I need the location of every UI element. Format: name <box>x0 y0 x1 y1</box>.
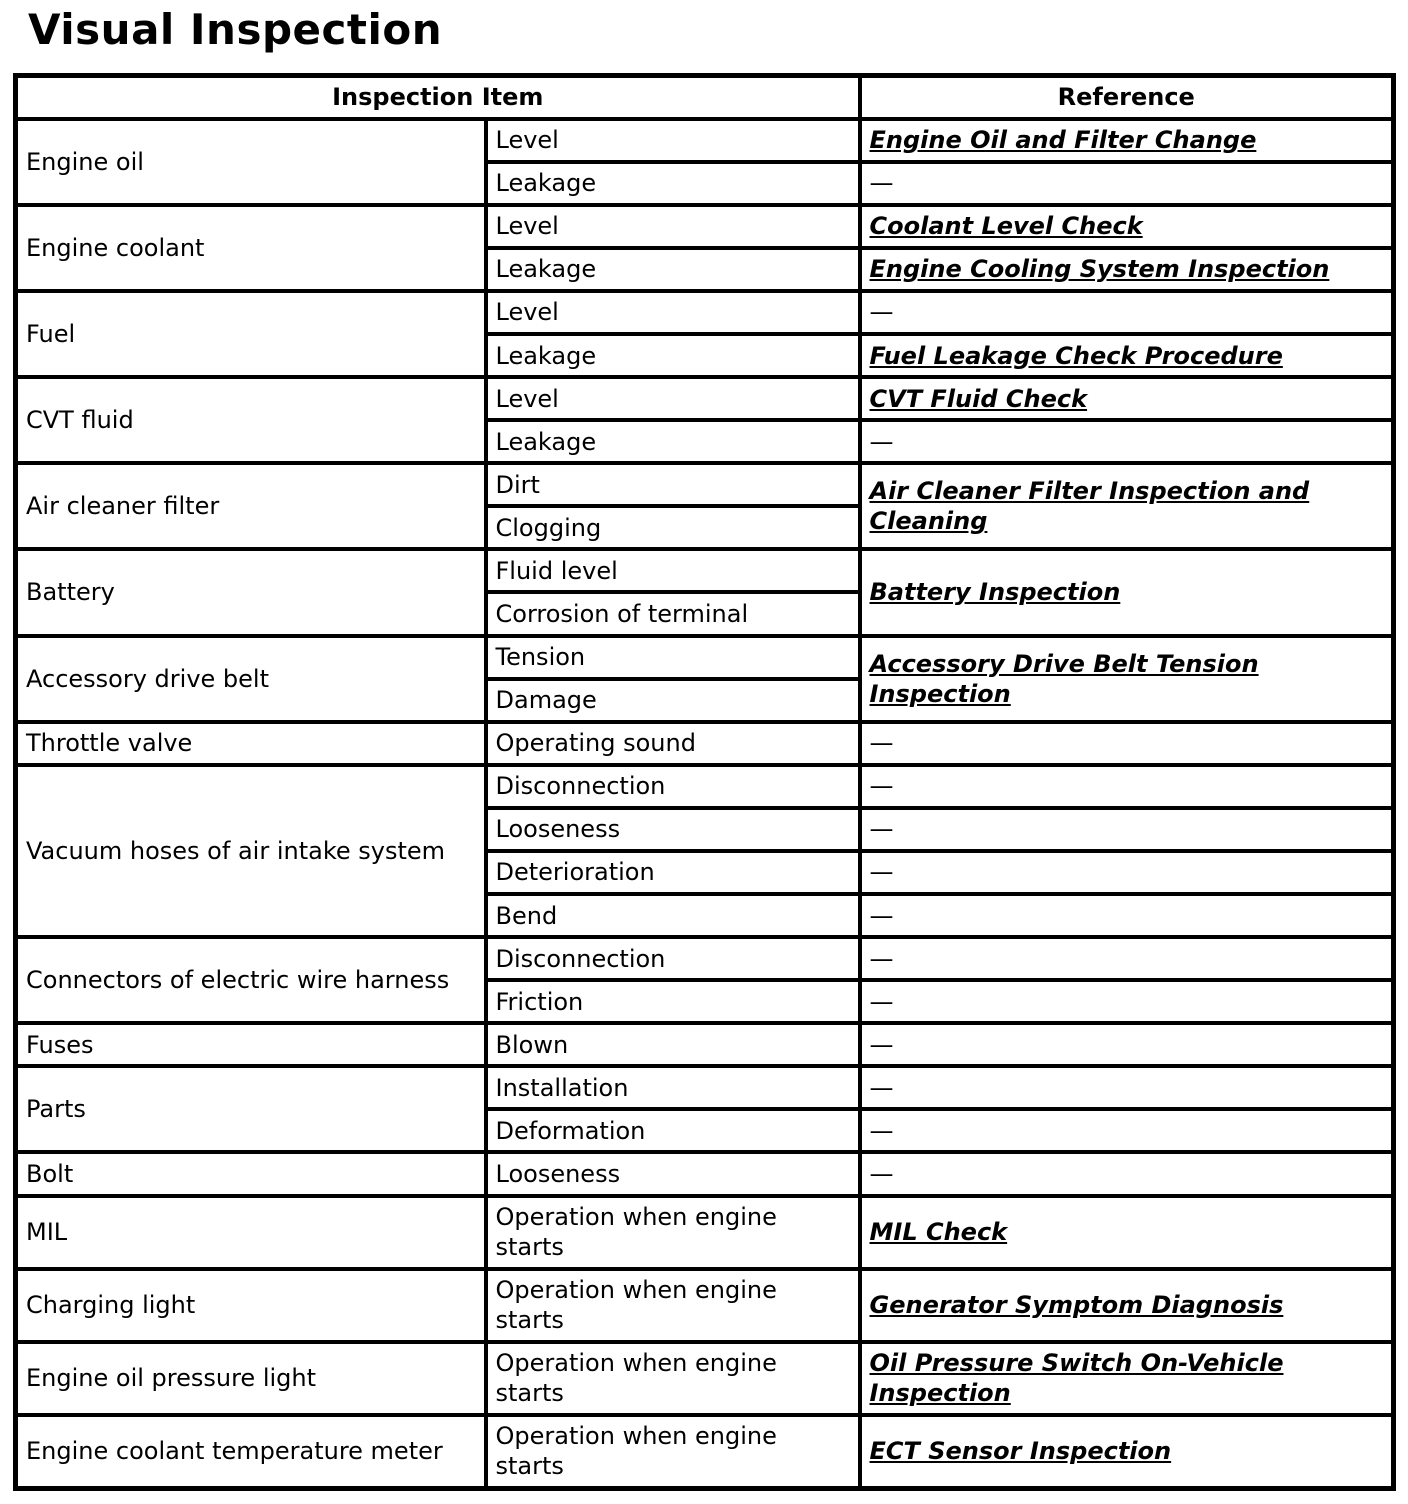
item-cell: Throttle valve <box>16 722 486 765</box>
table-row <box>16 463 1394 506</box>
reference-cell <box>860 1196 1394 1269</box>
table-row <box>16 937 1394 980</box>
item-cell: CVT fluid <box>16 377 486 463</box>
reference-cell <box>860 549 1394 635</box>
item-cell: Vacuum hoses of air intake system <box>16 765 486 937</box>
reference-link[interactable]: Air Cleaner Filter Inspection and Cleaning <box>869 477 1310 536</box>
reference-cell <box>860 248 1394 291</box>
reference-cell: — <box>860 980 1394 1023</box>
item-cell: Fuses <box>16 1023 486 1066</box>
reference-link[interactable]: Coolant Level Check <box>869 212 1143 241</box>
reference-cell: — <box>860 420 1394 463</box>
table-row <box>16 1196 1394 1269</box>
sub-item-cell: Level <box>486 377 860 420</box>
sub-item-cell: Leakage <box>486 162 860 205</box>
item-cell: Engine oil <box>16 119 486 205</box>
reference-cell: — <box>860 851 1394 894</box>
sub-item-cell: Level <box>486 291 860 334</box>
sub-item-cell: Clogging <box>486 506 860 549</box>
table-row <box>16 1152 1394 1195</box>
reference-cell <box>860 119 1394 162</box>
sub-item-cell: Level <box>486 205 860 248</box>
reference-cell <box>860 1269 1394 1342</box>
item-cell: Bolt <box>16 1152 486 1195</box>
inspection-table <box>13 73 1396 1491</box>
reference-link[interactable]: CVT Fluid Check <box>869 384 1088 413</box>
table-row <box>16 722 1394 765</box>
reference-cell: — <box>860 894 1394 937</box>
sub-item-cell: Dirt <box>486 463 860 506</box>
sub-item-cell: Leakage <box>486 420 860 463</box>
sub-item-cell: Deterioration <box>486 851 860 894</box>
reference-cell: — <box>860 1023 1394 1066</box>
reference-link[interactable]: Oil Pressure Switch On-Vehicle Inspection <box>869 1349 1284 1408</box>
reference-cell: — <box>860 1066 1394 1109</box>
item-cell: Connectors of electric wire harness <box>16 937 486 1023</box>
reference-cell <box>860 377 1394 420</box>
table-row <box>16 636 1394 679</box>
header-inspection-item: Inspection Item <box>16 76 860 119</box>
item-cell: Air cleaner filter <box>16 463 486 549</box>
sub-item-cell: Looseness <box>486 1152 860 1195</box>
sub-item-cell: Leakage <box>486 248 860 291</box>
table-row <box>16 1342 1394 1415</box>
reference-link[interactable]: Accessory Drive Belt Tension Inspection <box>869 649 1259 708</box>
sub-item-cell: Looseness <box>486 808 860 851</box>
table-row <box>16 291 1394 334</box>
table-row <box>16 119 1394 162</box>
item-cell: MIL <box>16 1196 486 1269</box>
sub-item-cell: Level <box>486 119 860 162</box>
sub-item-cell: Disconnection <box>486 937 860 980</box>
header-reference: Reference <box>860 76 1394 119</box>
reference-cell <box>860 1415 1394 1489</box>
reference-cell: — <box>860 722 1394 765</box>
sub-item-cell: Deformation <box>486 1109 860 1152</box>
sub-item-cell: Installation <box>486 1066 860 1109</box>
sub-item-cell: Damage <box>486 679 860 722</box>
reference-link[interactable]: Battery Inspection <box>869 578 1121 607</box>
sub-item-cell: Corrosion of terminal <box>486 592 860 635</box>
reference-link[interactable]: Fuel Leakage Check Procedure <box>869 341 1283 370</box>
item-cell: Engine coolant <box>16 205 486 291</box>
sub-item-cell: Disconnection <box>486 765 860 808</box>
reference-link[interactable]: Generator Symptom Diagnosis <box>869 1291 1284 1320</box>
table-row <box>16 549 1394 592</box>
reference-cell: — <box>860 291 1394 334</box>
sub-item-cell: Bend <box>486 894 860 937</box>
item-cell: Charging light <box>16 1269 486 1342</box>
sub-item-cell: Leakage <box>486 334 860 377</box>
item-cell: Engine coolant temperature meter <box>16 1415 486 1489</box>
item-cell: Battery <box>16 549 486 635</box>
sub-item-cell: Friction <box>486 980 860 1023</box>
reference-link[interactable]: ECT Sensor Inspection <box>869 1437 1172 1466</box>
table-header-row <box>16 76 1394 119</box>
reference-cell: — <box>860 937 1394 980</box>
reference-cell <box>860 1342 1394 1415</box>
sub-item-cell: Operation when engine starts <box>486 1269 860 1342</box>
table-row <box>16 205 1394 248</box>
table-row <box>16 1066 1394 1109</box>
reference-cell <box>860 334 1394 377</box>
item-cell: Accessory drive belt <box>16 636 486 722</box>
sub-item-cell: Fluid level <box>486 549 860 592</box>
item-cell: Parts <box>16 1066 486 1152</box>
table-row <box>16 377 1394 420</box>
reference-cell: — <box>860 808 1394 851</box>
reference-link[interactable]: Engine Oil and Filter Change <box>869 126 1257 155</box>
sub-item-cell: Operating sound <box>486 722 860 765</box>
reference-link[interactable]: Engine Cooling System Inspection <box>869 255 1330 284</box>
sub-item-cell: Tension <box>486 636 860 679</box>
reference-link[interactable]: MIL Check <box>869 1218 1008 1247</box>
page-title: Visual Inspection <box>28 5 443 54</box>
reference-cell: — <box>860 1152 1394 1195</box>
table-row <box>16 765 1394 808</box>
sub-item-cell: Operation when engine starts <box>486 1196 860 1269</box>
reference-cell <box>860 205 1394 248</box>
item-cell: Engine oil pressure light <box>16 1342 486 1415</box>
reference-cell <box>860 463 1394 549</box>
item-cell: Fuel <box>16 291 486 377</box>
sub-item-cell: Operation when engine starts <box>486 1415 860 1489</box>
reference-cell <box>860 636 1394 722</box>
reference-cell: — <box>860 765 1394 808</box>
table-row <box>16 1269 1394 1342</box>
table-row <box>16 1023 1394 1066</box>
reference-cell: — <box>860 1109 1394 1152</box>
sub-item-cell: Blown <box>486 1023 860 1066</box>
table-row <box>16 1415 1394 1489</box>
sub-item-cell: Operation when engine starts <box>486 1342 860 1415</box>
reference-cell: — <box>860 162 1394 205</box>
